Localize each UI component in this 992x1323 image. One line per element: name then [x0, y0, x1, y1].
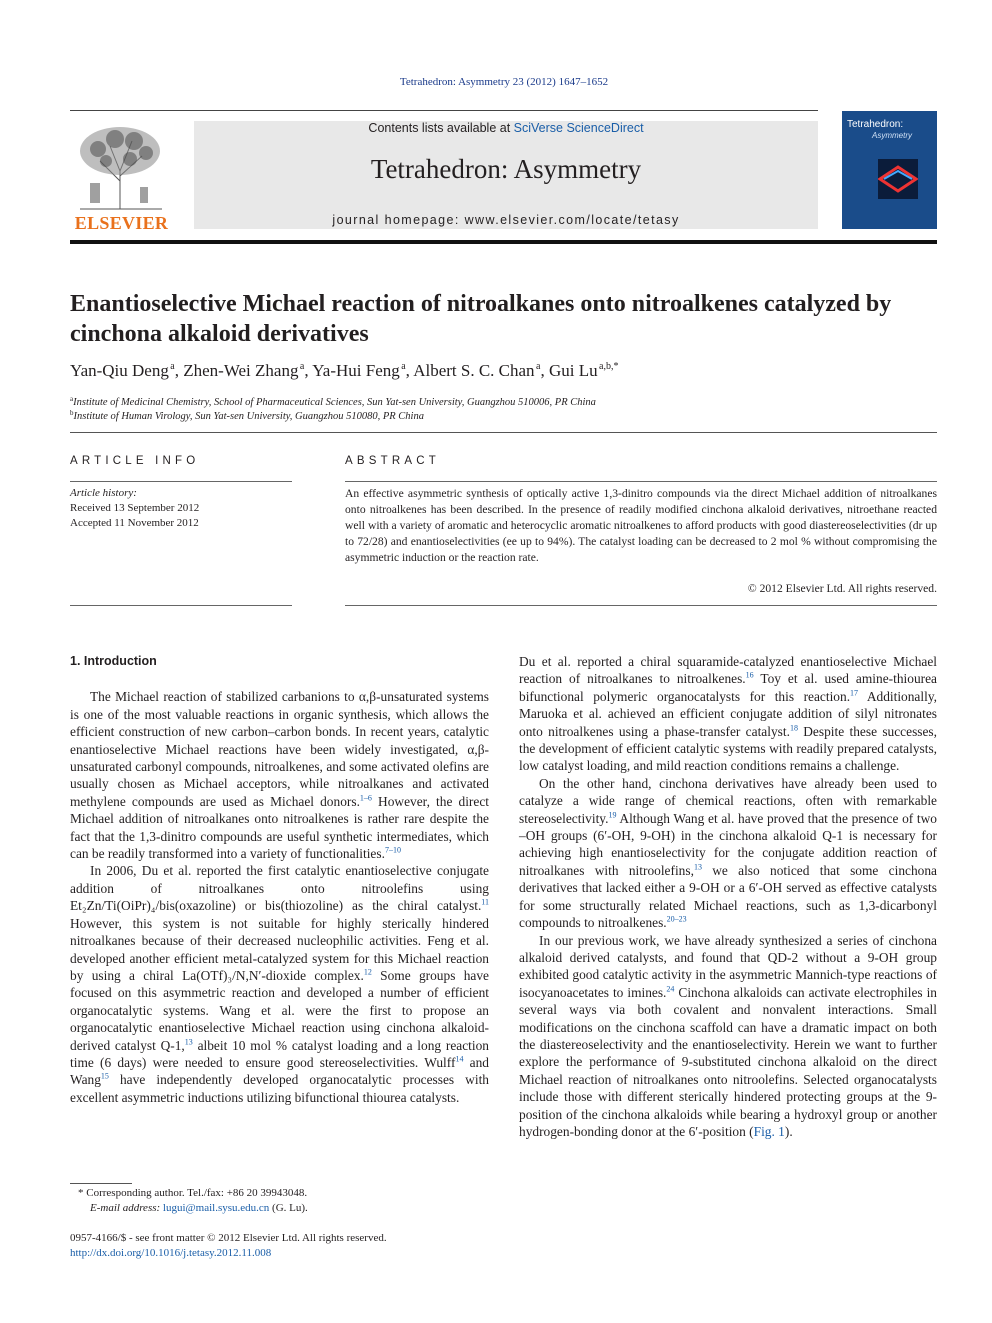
- footnote-rule: [70, 1183, 132, 1184]
- reference-link[interactable]: 16: [745, 670, 754, 680]
- paragraph-text: The Michael reaction of stabilized carbanions to α,β-unsaturated systems is one of the most valuable reactions in organic synthesis, which allows the efficient construction of new carbon–carbon bonds. In recent years, catalytic enantioselective Michael reactions have been widely investigated, α,β-unsaturated carbonyl compounds, nitroalkenes, and some activated olefins are usually chosen as Michael acceptors, while nitroalkanes and activated methylene compounds are used as Michael donors.: [70, 689, 489, 809]
- abstract-heading: ABSTRACT: [345, 455, 440, 467]
- reference-link[interactable]: 1–6: [359, 793, 372, 803]
- section-rule: [70, 432, 937, 433]
- reference-link[interactable]: 11: [481, 897, 489, 907]
- cover-subtitle: Asymmetry: [872, 131, 912, 140]
- paragraph-text: ).: [784, 1123, 793, 1139]
- right-column: [519, 653, 937, 1140]
- issn-line: 0957-4166/$ - see front matter © 2012 Elsevier Ltd. All rights reserved.: [70, 1232, 387, 1244]
- paragraph-text: have independently developed organocatalytic processes with excellent asymmetric inductions utilizing bifunctional thiourea catalysts.: [70, 1072, 489, 1105]
- reference-link[interactable]: 20–23: [666, 914, 687, 924]
- author-name: Yan-Qiu Deng: [70, 361, 169, 380]
- paragraph-text: we also noticed that some cinchona derivatives that lacked either a 9-OH or a 6′-OH served as effective catalysts for some structurally related Michael reactions, such as 1,3-dicarbonyl compounds to nitroalkenes.: [519, 862, 937, 931]
- doi-link[interactable]: http://dx.doi.org/10.1016/j.tetasy.2012.11.008: [70, 1247, 272, 1259]
- article-info-bottom-rule: [70, 605, 292, 606]
- abstract-copyright: © 2012 Elsevier Ltd. All rights reserved.: [747, 582, 937, 595]
- figure-link[interactable]: Fig. 1: [753, 1123, 785, 1139]
- header-rule: [70, 110, 818, 111]
- paragraph: [519, 932, 937, 1141]
- paragraph-text: Despite these successes, the development of efficient catalytic systems with readily prepared catalysts, low catalyst loading, and mild reaction conditions remains a challenge.: [519, 723, 937, 774]
- cover-graphic-icon: [878, 159, 918, 199]
- doi-line: [70, 1246, 271, 1261]
- author-affil-mark: a: [401, 361, 406, 372]
- article-title: Enantioselective Michael reaction of nitroalkanes onto nitroalkenes catalyzed by cinchona alkaloid derivatives: [70, 291, 892, 347]
- paragraph-text: In 2006, Du et al. reported the first catalytic enantioselective conjugate addition of nitroalkanes onto nitroolefins using Et₂Zn/Ti(OiPr)₄/bis(oxazoline) or bis(thiozoline) as the chiral catalyst.: [70, 863, 489, 914]
- reference-link[interactable]: 7–10: [384, 845, 401, 855]
- paragraph: [70, 688, 489, 862]
- affiliation-mark: a: [70, 395, 74, 403]
- history-label: Article history:: [70, 487, 137, 499]
- paragraph-text: In our previous work, we have already synthesized a series of cinchona alkaloid derived catalysts, and found that QD-2 without a 9-OH group exhibited good catalytic activity in the asymmetric Mannich-type reactions of isocyanoacetates to imines.: [519, 932, 937, 1000]
- email-link[interactable]: lugui@mail.sysu.edu.cn: [162, 1202, 270, 1214]
- article-info-heading: ARTICLE INFO: [70, 455, 200, 467]
- paragraph-text: Du et al. reported a chiral squaramide-catalyzed enantioselective Michael reaction of nitroalkanes to nitroalkenes.: [519, 654, 937, 687]
- sciencedirect-link[interactable]: SciVerse ScienceDirect: [513, 121, 644, 135]
- paragraph-text: Although Wang et al. have proved that the presence of two –OH groups (6′-OH, 9-OH) in the cinchona alkaloid Q-1 is necessary for achieving high enantioselectivity for the conjugate addition reaction of nitroalkanes with nitroolefins,: [519, 810, 937, 878]
- author-affil-mark: a: [535, 361, 541, 372]
- reference-link[interactable]: 17: [850, 688, 859, 698]
- affiliation-b: [70, 409, 424, 422]
- affiliation-text: Institute of Medicinal Chemistry, School of Pharmaceutical Sciences, Sun Yat-sen University, Guangzhou 510006, PR China: [73, 397, 596, 408]
- paragraph-text: and Wang: [70, 1054, 490, 1088]
- paragraph-text: Cinchona alkaloids can activate electrophiles in several ways via both covalent and nonvalent interactions. Small modifications on the cinchona scaffold can have a dramatic impact on both the diastereoselectivity and the enantioselectivity. Herein we want to further explore the performance of 9-substituted cinchona alkaloid on the direct Michael reaction of nitroalkanes onto nitroolefins. Selected organocatalysts include those with different sterically hindered protecting groups at the 9-position of the cinchona alkaloids while bearing a hydroxyl group or another hydrogen-bonding donor at the 6′-position (: [519, 984, 937, 1139]
- reference-link[interactable]: 15: [100, 1071, 109, 1081]
- journal-homepage[interactable]: journal homepage: www.elsevier.com/locate/tetasy: [332, 213, 680, 227]
- article-info-rule: [70, 481, 292, 482]
- section-heading: 1. Introduction: [70, 654, 157, 668]
- author-affil-mark[interactable]: a,b,*: [599, 361, 619, 372]
- abstract-rule: [345, 481, 937, 482]
- affiliation-text: Institute of Human Virology, Sun Yat-sen University, Guangzhou 510080, PR China: [73, 411, 424, 422]
- author-name: Ya-Hui Feng: [312, 361, 400, 380]
- author-affil-mark: a: [170, 361, 175, 372]
- reference-link[interactable]: 24: [666, 984, 675, 994]
- reference-link[interactable]: 18: [789, 723, 798, 733]
- paragraph-text: Toy et al. used amine-thiourea bifunctional polymeric organocatalysts for this reaction.: [519, 671, 937, 704]
- email-suffix: (G. Lu).: [269, 1202, 308, 1214]
- reference-link[interactable]: 13: [693, 862, 702, 872]
- affiliation-mark: b: [70, 409, 74, 417]
- article-history: [70, 486, 199, 531]
- contents-prefix: Contents lists available at: [368, 121, 514, 135]
- paragraph-text: Some groups have focused on this asymmetric reaction and developed a number of efficient organocatalytic systems. Wang et al. were the first to propose an organocatalytic enantioselective Michael reaction using cinchona alkaloid-derived catalyst Q-1,: [70, 967, 489, 1053]
- abstract-bottom-rule: [345, 605, 937, 606]
- journal-citation[interactable]: Tetrahedron: Asymmetry 23 (2012) 1647–1652: [399, 76, 609, 88]
- corresponding-author-note: * Corresponding author. Tel./fax: +86 20 39943048.: [78, 1187, 308, 1199]
- paragraph-text: On the other hand, cinchona derivatives have already been used to catalyze a wide range of chemical reactions, often with remarkable stereoselectivity.: [519, 775, 937, 826]
- accepted-date: Accepted 11 November 2012: [70, 517, 199, 529]
- left-column: [70, 653, 489, 1106]
- author-affil-mark: a: [299, 361, 305, 372]
- contents-line: [194, 121, 818, 135]
- reference-link[interactable]: 14: [455, 1054, 464, 1064]
- paragraph: [70, 862, 489, 1106]
- email-label: E-mail address:: [90, 1202, 163, 1214]
- paragraph: [519, 775, 937, 932]
- paragraph-text: Additionally, Maruoka et al. achieved an efficient conjugate addition of silyl nitronates onto nitroalkenes using a phase-transfer catalyst.: [519, 688, 937, 739]
- author-list: Yan-Qiu Deng $^a$, Zhen-Wei Zhang $^a$, Ya-Hui Feng $^a$, Albert S. C. Chan $^a$, Gui Lu $^{a,b,*}$: [70, 361, 619, 380]
- reference-link[interactable]: 19: [608, 810, 617, 820]
- journal-name: [194, 154, 818, 185]
- author-name: Albert S. C. Chan: [413, 361, 535, 380]
- paragraph-text: However, the direct Michael addition of nitroalkanes onto nitroalkenes is rather rare despite the fact that the 1,3-dinitro compounds are useful synthetic intermediates, which can be readily transformed into a variety of functionalities.: [70, 793, 489, 862]
- paragraph-text: However, this system is not suitable for highly sterically hindered nitroalkanes because of their decreased nucleophilic activities. Feng et al. developed another efficient metal-catalyzed system for this Michael reaction by using a chiral La(OTf)₃/N,N′-dioxide complex.: [70, 915, 489, 983]
- received-date: Received 13 September 2012: [70, 502, 200, 514]
- abstract-text: An effective asymmetric synthesis of optically active 1,3-dinitro compounds via the direct Michael addition of nitroalkanes onto nitroalkenes has been described. In the presence of readily modified cinchona alkaloid derivatives, nitroethane reacted well with a variety of aromatic and heterocyclic aromatic nitroalkenes to afford products with good diastereoselectivities (dr up to 72/28) and enantioselectivities (ee up to 94%). The catalyst loading can be decreased to 2 mol % without compromising the asymmetric induction or the reaction rate.: [345, 487, 937, 564]
- masthead-thick-rule: [70, 240, 937, 244]
- reference-link[interactable]: 13: [184, 1037, 193, 1047]
- journal-name-text: Tetrahedron: Asymmetry: [370, 154, 642, 184]
- paragraph: [519, 653, 937, 775]
- author-name: Zhen-Wei Zhang: [183, 361, 299, 380]
- elsevier-logo-text: ELSEVIER: [74, 213, 169, 233]
- affiliation-a: [70, 395, 596, 408]
- paragraph-text: albeit 10 mol % catalyst loading and a long reaction time (6 days) were needed to ensure good stereoselectivities. Wulff: [70, 1037, 489, 1070]
- author-name: Gui Lu: [548, 361, 598, 380]
- journal-cover-image: [842, 111, 937, 229]
- reference-link[interactable]: 12: [363, 967, 372, 977]
- email-note: [90, 1201, 308, 1216]
- cover-title: Tetrahedron:: [847, 119, 904, 130]
